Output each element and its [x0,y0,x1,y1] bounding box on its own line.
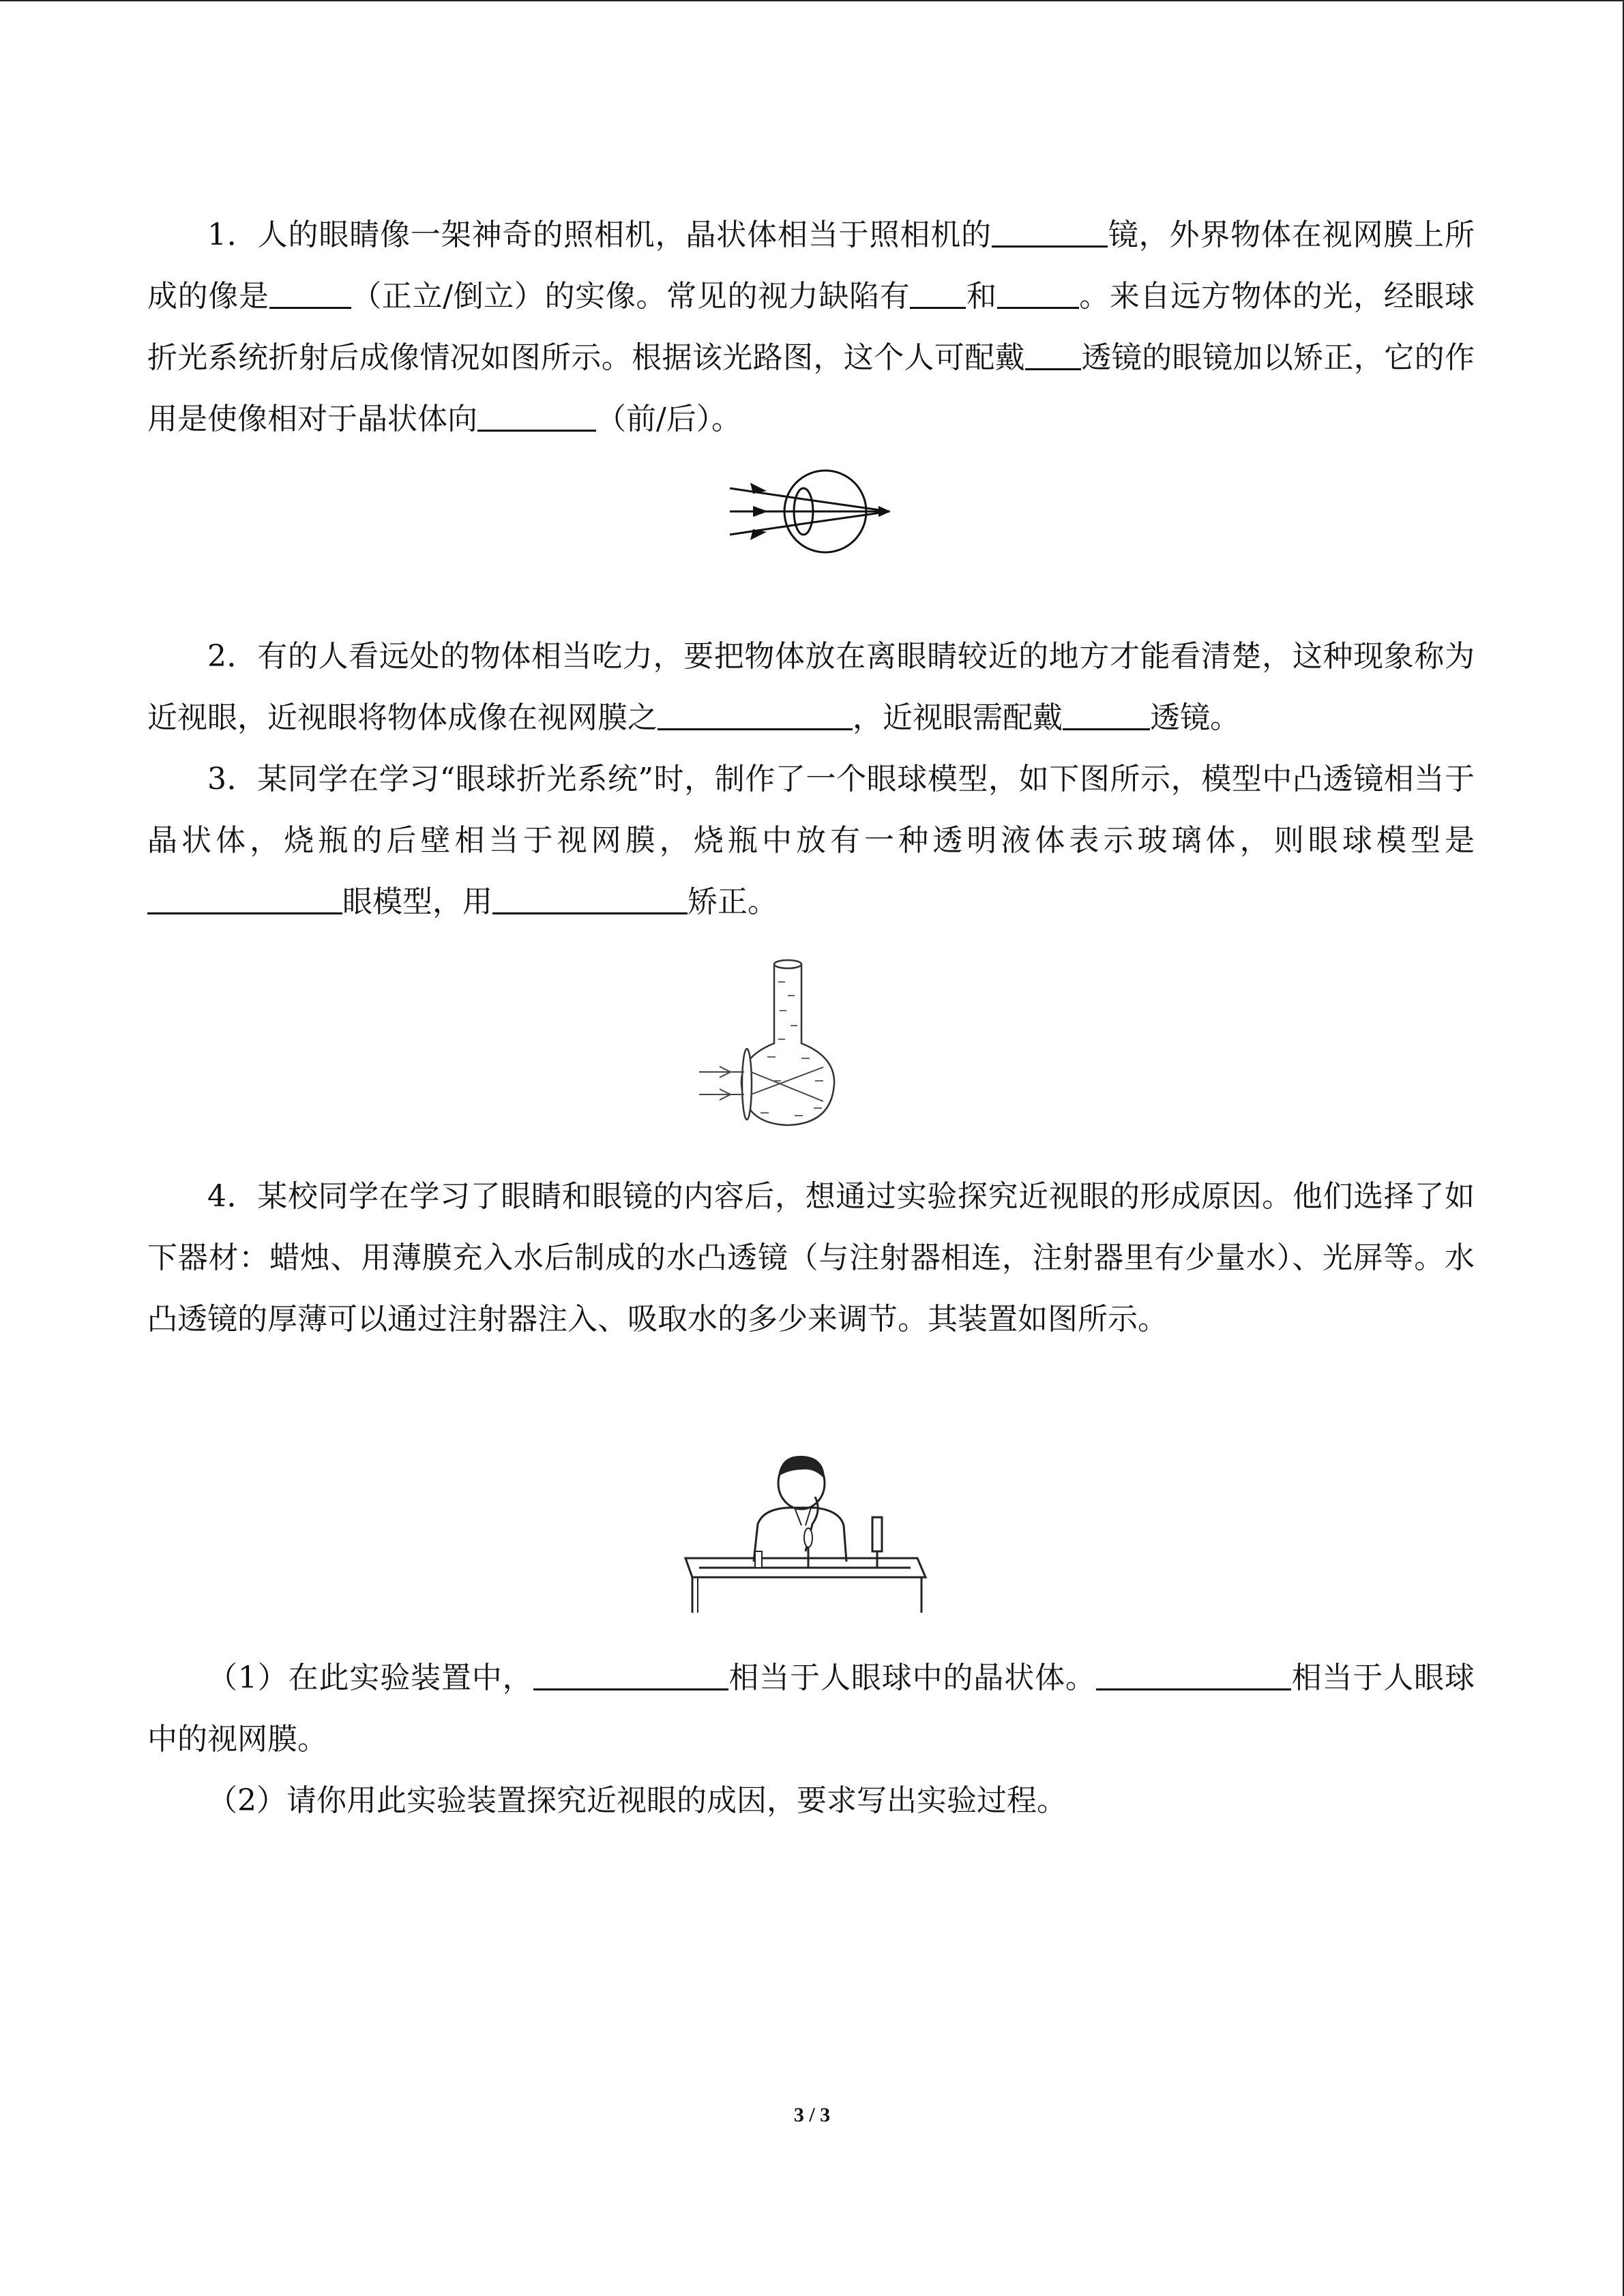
question-3: 3．某同学在学习“眼球折光系统”时，制作了一个眼球模型，如下图所示，模型中凸透镜相当于晶状体，烧瓶的后壁相当于视网膜，烧瓶中放有一种透明液体表示玻璃体，则眼球模型是眼模型，用 矫正。 [147,762,1475,919]
answer-blank[interactable] [658,698,853,730]
answer-blank[interactable] [910,277,966,309]
answer-blank[interactable] [1096,1658,1291,1690]
answer-blank[interactable] [147,882,342,914]
answer-blank[interactable] [269,277,351,309]
question-4-part-2: （2）请你用此实验装置探究近视眼的成因，要求写出实验过程。 [207,1783,1067,1818]
answer-blank[interactable] [1063,698,1150,730]
question-4-part-1: （1）在此实验装置中， 相当于人眼球中的晶状体。 相当于人眼球中的视网膜。 [147,1648,1475,1770]
answer-blank[interactable] [533,1658,728,1690]
answer-blank[interactable] [992,215,1108,248]
answer-blank[interactable] [1025,338,1081,370]
flask-eye-model-figure [692,955,863,1132]
question-4: 4．某校同学在学习了眼睛和眼镜的内容后，想通过实验探究近视眼的形成原因。他们选择了如下器材：蜡烛、用薄膜充入水后制成的水凸透镜（与注射器相连，注射器里有少量水）、光屏等。水凸透镜的厚薄可以通过注射器注入、吸取水的多少来调节。其装置如图所示。 [147,1179,1475,1337]
question-1: 1．人的眼睛像一架神奇的照相机，晶状体相当于照相机的 镜，外界物体在视网膜上所成的像是 （正立/倒立）的实像。常见的视力缺陷有 和 。来自远方物体的光，经眼球折光系统折射后成像情况如图所示。根据该光路图，这个人可配戴 透镜的眼镜加以矫正，它的作用是使像相对于晶状体向 （前/后）。 [147,205,1475,450]
eye-light-path-figure [723,464,907,559]
answer-blank[interactable] [997,277,1079,309]
answer-blank[interactable] [492,882,688,914]
answer-blank[interactable] [477,400,596,432]
page-number: 3 / 3 [793,2104,831,2126]
experiment-setup-figure [679,1449,931,1623]
question-2: 2．有的人看远处的物体相当吃力，要把物体放在离眼睛较近的地方才能看清楚，这种现象称为近视眼，近视眼将物体成像在视网膜之 ，近视眼需配戴 透镜。 [147,639,1475,735]
